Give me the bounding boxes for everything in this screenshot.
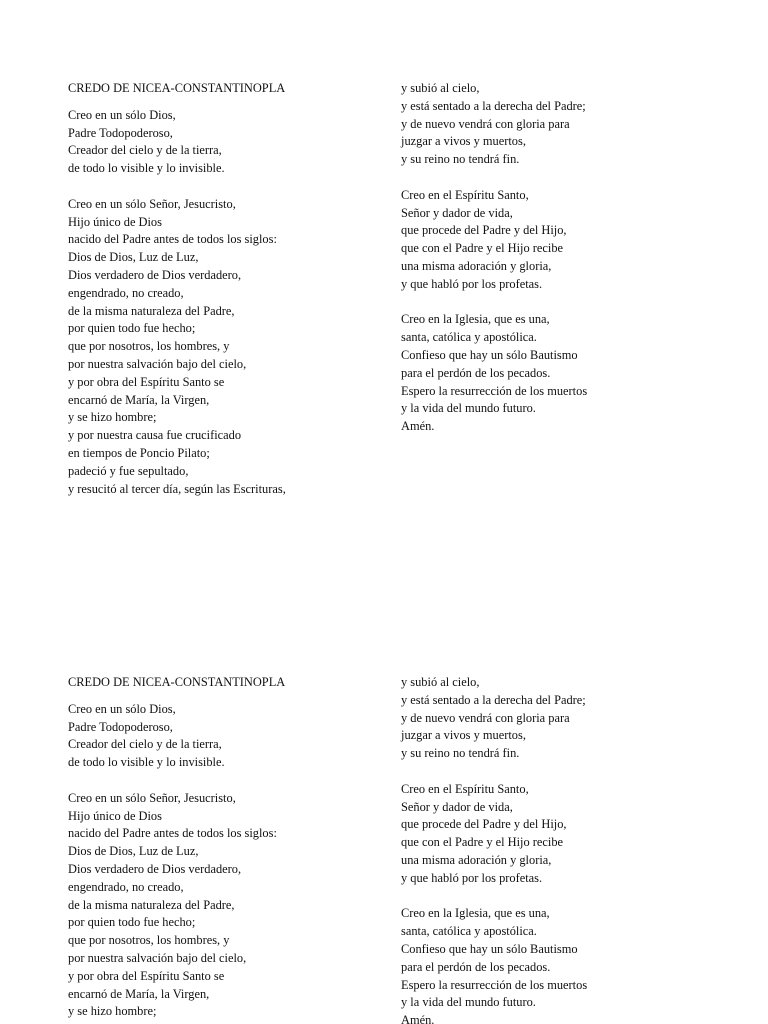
verse-line: en tiempos de Poncio Pilato; [68,445,210,460]
verse-line: Confieso que hay un sólo Bautismo [401,347,578,362]
verse-line: Hijo único de Dios [68,214,162,229]
stanza [68,790,285,1021]
verse-line: Creo en un sólo Dios, [68,107,176,122]
verse-line: juzgar a vivos y muertos, [401,134,526,149]
verse-line: nacido del Padre antes de todos los siglos: [68,826,277,841]
document-title: CREDO DE NICEA-CONSTANTINOPLA [68,675,286,689]
verse-line: y subió al cielo, [401,675,480,689]
verse-line: Creador del cielo y de la tierra, [68,143,222,158]
verse-line: que por nosotros, los hombres, y [68,933,230,948]
stanza [68,701,285,772]
verse-line: que por nosotros, los hombres, y [68,339,230,354]
verse-line: padeció y fue sepultado, [68,463,189,478]
verse-line: Confieso que hay un sólo Bautismo [401,941,578,956]
verse-line: y se hizo hombre; [68,1004,157,1019]
verse-line: Creo en la Iglesia, que es una, [401,312,550,327]
verse-line: engendrado, no creado, [68,285,184,300]
verse-line: y su reino no tendrá fin. [401,746,520,761]
right-column [401,80,587,454]
verse-line: juzgar a vivos y muertos, [401,728,526,743]
verse-line: y de nuevo vendrá con gloria para [401,116,570,131]
verse-line: Padre Todopoderoso, [68,125,173,140]
verse-line: Dios de Dios, Luz de Luz, [68,250,199,265]
verse-line: y la vida del mundo futuro. [401,995,536,1010]
verse-line: Dios de Dios, Luz de Luz, [68,844,199,859]
verse-line: para el perdón de los pecados. [401,959,551,974]
verse-line: Creador del cielo y de la tierra, [68,737,222,752]
verse-line: y por obra del Espíritu Santo se [68,968,225,983]
verse-line: engendrado, no creado, [68,879,184,894]
verse-line: Creo en un sólo Señor, Jesucristo, [68,196,236,211]
right-column [401,674,587,1024]
verse-line: que procede del Padre y del Hijo, [401,223,567,238]
verse-line: Señor y dador de vida, [401,205,513,220]
verse-line: Amén. [401,419,435,434]
verse-line: Creo en el Espíritu Santo, [401,187,529,202]
verse-line: nacido del Padre antes de todos los siglos: [68,232,277,247]
verse-line: santa, católica y apostólica. [401,924,537,939]
verse-line: y está sentado a la derecha del Padre; [401,692,586,707]
stanza [401,311,587,436]
stanza [401,187,587,294]
verse-line: y se hizo hombre; [68,410,157,425]
verse-line: encarnó de María, la Virgen, [68,986,210,1001]
verse-line: y que habló por los profetas. [401,276,543,291]
verse-line: una misma adoración y gloria, [401,852,552,867]
verse-line: por quien todo fue hecho; [68,915,196,930]
verse-line: por quien todo fue hecho; [68,321,196,336]
verse-line: Espero la resurrección de los muertos [401,977,588,992]
verse-line: Padre Todopoderoso, [68,719,173,734]
stanza [401,674,587,763]
stanza [68,196,286,499]
stanza [68,107,286,178]
stanza [401,80,587,169]
verse-line: por nuestra salvación bajo del cielo, [68,950,247,965]
verse-line: Espero la resurrección de los muertos [401,383,588,398]
verse-line: y su reino no tendrá fin. [401,152,520,167]
verse-line: que con el Padre y el Hijo recibe [401,241,564,256]
verse-line: y por nuestra causa fue crucificado [68,428,242,443]
stanza [401,905,587,1024]
document-title: CREDO DE NICEA-CONSTANTINOPLA [68,81,286,95]
verse-line: de todo lo visible y lo invisible. [68,161,225,176]
verse-line: de todo lo visible y lo invisible. [68,755,225,770]
verse-line: santa, católica y apostólica. [401,330,537,345]
verse-line: y está sentado a la derecha del Padre; [401,98,586,113]
verse-line: que procede del Padre y del Hijo, [401,817,567,832]
verse-line: y subió al cielo, [401,81,480,95]
verse-line: Señor y dador de vida, [401,799,513,814]
verse-line: y de nuevo vendrá con gloria para [401,710,570,725]
left-column [68,80,286,516]
verse-line: Dios verdadero de Dios verdadero, [68,861,242,876]
left-column [68,674,285,1024]
verse-line: que con el Padre y el Hijo recibe [401,835,564,850]
verse-line: Creo en un sólo Señor, Jesucristo, [68,790,236,805]
verse-line: y resucitó al tercer día, según las Escrituras, [68,481,286,496]
verse-line: para el perdón de los pecados. [401,365,551,380]
verse-line: Hijo único de Dios [68,808,162,823]
verse-line: Creo en la Iglesia, que es una, [401,906,550,921]
verse-line: y que habló por los profetas. [401,870,543,885]
verse-line: de la misma naturaleza del Padre, [68,303,235,318]
verse-line: de la misma naturaleza del Padre, [68,897,235,912]
verse-line: y la vida del mundo futuro. [401,401,536,416]
verse-line: por nuestra salvación bajo del cielo, [68,356,247,371]
verse-line: y por obra del Espíritu Santo se [68,374,225,389]
verse-line: Creo en el Espíritu Santo, [401,781,529,796]
verse-line: Amén. [401,1013,435,1024]
verse-line: Dios verdadero de Dios verdadero, [68,267,242,282]
verse-line: Creo en un sólo Dios, [68,701,176,716]
stanza [401,781,587,888]
verse-line: una misma adoración y gloria, [401,258,552,273]
verse-line: encarnó de María, la Virgen, [68,392,210,407]
